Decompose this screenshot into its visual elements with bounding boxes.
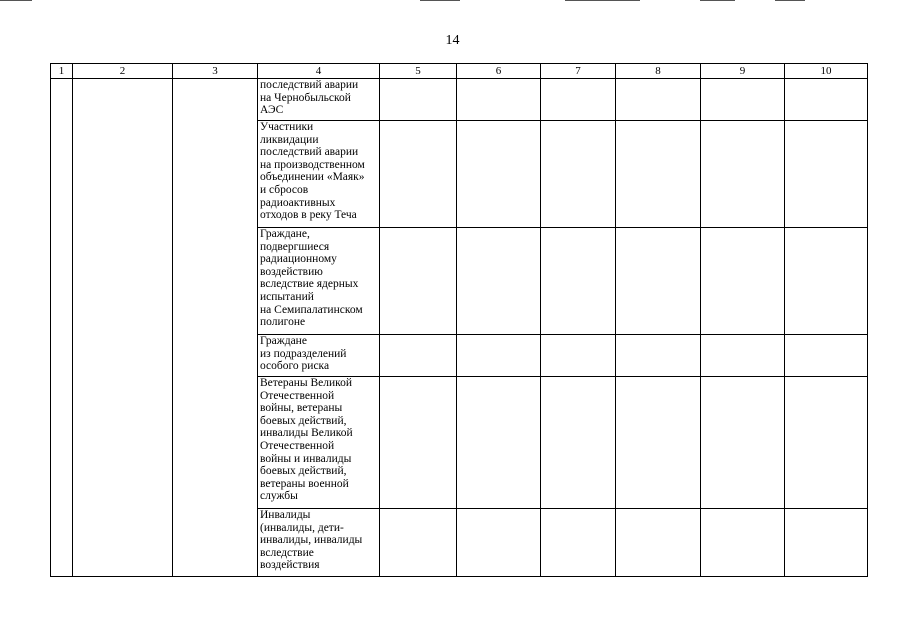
column-header: 10 (785, 64, 868, 79)
empty-cell (616, 228, 701, 335)
category-cell (258, 228, 380, 335)
category-text: последствий аварии на Чернобыльской АЭС (260, 79, 359, 117)
empty-cell (541, 228, 616, 335)
empty-cell (457, 377, 541, 509)
empty-cell (701, 228, 785, 335)
empty-cell (616, 377, 701, 509)
empty-cell (785, 335, 868, 377)
empty-cell (541, 509, 616, 577)
empty-cell (785, 228, 868, 335)
category-text: Ветераны Великой Отечественной войны, ветераны боевых действий, инвалиды Великой Отечественной войны и инвалиды боевых действий, ветераны военной службы (260, 377, 353, 503)
empty-cell (541, 121, 616, 228)
column-header: 9 (701, 64, 785, 79)
empty-cell (541, 335, 616, 377)
empty-cell (380, 377, 457, 509)
category-text: Инвалиды (инвалиды, дети- инвалиды, инвалиды вследствие воздействия (260, 509, 363, 572)
empty-cell (616, 509, 701, 577)
empty-cell (785, 79, 868, 121)
column-header: 7 (541, 64, 616, 79)
empty-cell (701, 121, 785, 228)
empty-cell (541, 79, 616, 121)
top-edge-marks (0, 0, 905, 3)
category-cell (258, 121, 380, 228)
empty-cell (457, 79, 541, 121)
empty-cell (380, 228, 457, 335)
empty-cell (457, 228, 541, 335)
column-header: 1 (51, 64, 73, 79)
empty-cell (380, 121, 457, 228)
empty-cell (785, 377, 868, 509)
empty-cell (457, 335, 541, 377)
column-header: 5 (380, 64, 457, 79)
empty-cell (701, 509, 785, 577)
column-header: 6 (457, 64, 541, 79)
empty-cell (701, 79, 785, 121)
column-number-row (51, 64, 868, 79)
column-header: 2 (73, 64, 173, 79)
merged-cell-col-3 (173, 79, 258, 577)
category-cell (258, 509, 380, 577)
empty-cell (457, 121, 541, 228)
category-text: Участники ликвидации последствий аварии на производственном объединении «Маяк» и сбросов радиоактивных отходов в реку Теча (260, 121, 365, 222)
category-cell (258, 79, 380, 121)
category-text: Граждане из подразделений особого риска (260, 335, 347, 373)
empty-cell (541, 377, 616, 509)
empty-cell (616, 79, 701, 121)
category-text: Граждане, подвергшиеся радиационному воздействию вследствие ядерных испытаний на Семипалатинском полигоне (260, 228, 363, 329)
category-cell (258, 377, 380, 509)
empty-cell (785, 121, 868, 228)
merged-cell-col-1 (51, 79, 73, 577)
column-header: 3 (173, 64, 258, 79)
column-header: 4 (258, 64, 380, 79)
data-table (50, 63, 868, 577)
empty-cell (380, 335, 457, 377)
table-row (51, 79, 868, 121)
column-header: 8 (616, 64, 701, 79)
empty-cell (701, 335, 785, 377)
empty-cell (380, 509, 457, 577)
empty-cell (380, 79, 457, 121)
category-cell (258, 335, 380, 377)
empty-cell (785, 509, 868, 577)
merged-cell-col-2 (73, 79, 173, 577)
page-number: 14 (445, 33, 460, 48)
empty-cell (457, 509, 541, 577)
empty-cell (701, 377, 785, 509)
empty-cell (616, 335, 701, 377)
empty-cell (616, 121, 701, 228)
